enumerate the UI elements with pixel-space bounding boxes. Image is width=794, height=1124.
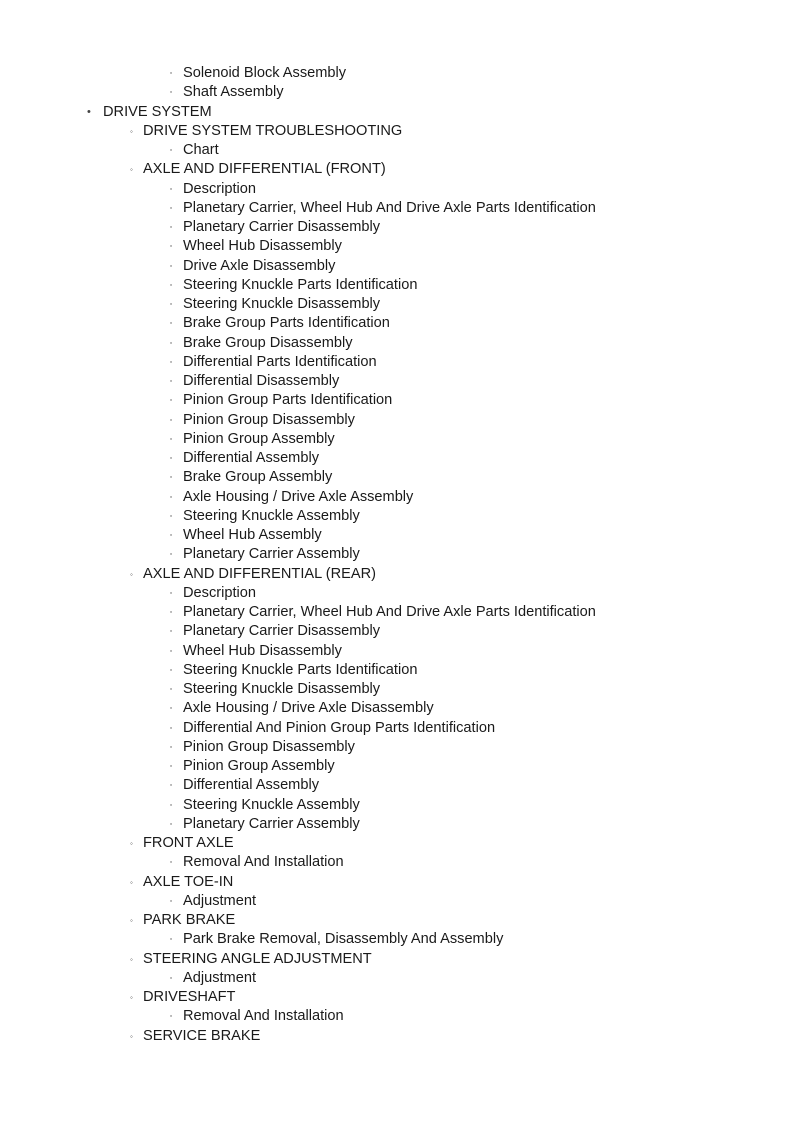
toc-chapter[interactable]: [0, 873, 794, 892]
toc-label[interactable]: Solenoid Block Assembly: [183, 65, 347, 81]
toc-entry[interactable]: [0, 391, 794, 410]
toc-entry[interactable]: [0, 257, 794, 276]
toc-label[interactable]: Wheel Hub Disassembly: [183, 642, 342, 659]
toc-label[interactable]: Wheel Hub Disassembly: [183, 238, 342, 255]
toc-entry[interactable]: [0, 488, 794, 507]
hollow-bullet-icon: ▫: [170, 743, 173, 751]
toc-entry[interactable]: [0, 218, 794, 237]
toc-entry[interactable]: [0, 776, 794, 795]
table-of-contents: [0, 64, 794, 1046]
toc-chapter[interactable]: [0, 122, 794, 141]
hollow-bullet-icon: ▫: [170, 281, 173, 289]
hollow-bullet-icon: ▫: [170, 224, 173, 231]
toc-entry[interactable]: [0, 468, 794, 487]
toc-entry[interactable]: [0, 507, 794, 526]
hollow-bullet-icon: ▫: [170, 551, 173, 559]
hollow-bullet-icon: ▫: [170, 859, 173, 867]
hollow-bullet-icon: ▫: [170, 435, 173, 443]
toc-entry[interactable]: [0, 180, 794, 199]
hollow-bullet-icon: ▫: [170, 358, 173, 366]
toc-label[interactable]: Steering Knuckle Assembly: [183, 507, 360, 524]
toc-label[interactable]: Pinion Group Assembly: [183, 758, 335, 774]
hollow-bullet-icon: ▫: [170, 89, 173, 97]
toc-entry[interactable]: [0, 642, 794, 661]
hollow-bullet-icon: ▫: [170, 339, 173, 347]
toc-label[interactable]: Planetary Carrier Disassembly: [183, 623, 381, 640]
toc-section[interactable]: [0, 103, 794, 122]
toc-label[interactable]: Removal And Installation: [183, 854, 344, 871]
hollow-bullet-icon: ▫: [170, 609, 173, 616]
toc-entry[interactable]: [0, 449, 794, 468]
toc-entry[interactable]: [0, 353, 794, 372]
toc-label[interactable]: Brake Group Parts Identification: [183, 315, 390, 332]
toc-label[interactable]: Adjustment: [183, 892, 257, 909]
toc-entry[interactable]: [0, 237, 794, 256]
toc-label[interactable]: SERVICE BRAKE: [143, 1027, 261, 1044]
hollow-bullet-icon: ▫: [170, 647, 173, 655]
toc-label[interactable]: Planetary Carrier, Wheel Hub And Drive Axle Parts Identification: [183, 199, 596, 216]
toc-entry[interactable]: [0, 430, 794, 449]
toc-label[interactable]: Planetary Carrier Assembly: [183, 815, 360, 832]
toc-label[interactable]: Chart: [183, 142, 219, 158]
toc-label[interactable]: PARK BRAKE: [143, 912, 236, 928]
toc-label[interactable]: Drive Axle Disassembly: [183, 257, 336, 274]
toc-label[interactable]: Differential Assembly: [183, 450, 319, 466]
toc-label[interactable]: AXLE AND DIFFERENTIAL (FRONT): [143, 161, 386, 178]
toc-entry[interactable]: [0, 757, 794, 776]
toc-label[interactable]: Differential Assembly: [183, 777, 319, 794]
hollow-bullet-icon: ▫: [170, 532, 173, 539]
toc-label[interactable]: Pinion Group Disassembly: [183, 738, 355, 755]
hollow-bullet-icon: ◦: [130, 1031, 133, 1041]
hollow-bullet-icon: ▫: [170, 320, 173, 328]
toc-entry[interactable]: [0, 83, 794, 102]
hollow-bullet-icon: ◦: [130, 877, 133, 887]
toc-label[interactable]: Wheel Hub Assembly: [183, 527, 322, 543]
toc-entry[interactable]: [0, 276, 794, 295]
hollow-bullet-icon: ▫: [170, 686, 173, 693]
hollow-bullet-icon: ▫: [170, 782, 173, 790]
toc-entry[interactable]: [0, 411, 794, 430]
hollow-bullet-icon: ◦: [130, 126, 133, 136]
toc-label[interactable]: Steering Knuckle Parts Identification: [183, 276, 418, 293]
toc-label[interactable]: Axle Housing / Drive Axle Disassembly: [183, 700, 434, 717]
hollow-bullet-icon: ▫: [170, 512, 173, 520]
hollow-bullet-icon: ▫: [170, 474, 173, 482]
toc-label[interactable]: Planetary Carrier Disassembly: [183, 219, 381, 235]
toc-entry[interactable]: [0, 699, 794, 718]
hollow-bullet-icon: ◦: [130, 165, 133, 175]
hollow-bullet-icon: ▫: [170, 147, 173, 154]
toc-entry[interactable]: [0, 545, 794, 564]
hollow-bullet-icon: ▫: [170, 243, 173, 251]
toc-entry[interactable]: [0, 584, 794, 603]
toc-entry[interactable]: [0, 853, 794, 872]
toc-label[interactable]: Description: [183, 180, 256, 197]
toc-entry[interactable]: [0, 930, 794, 949]
hollow-bullet-icon: ▫: [170, 589, 173, 597]
toc-label[interactable]: Adjustment: [183, 969, 257, 986]
hollow-bullet-icon: ◦: [130, 839, 133, 848]
toc-label[interactable]: Planetary Carrier, Wheel Hub And Drive Axle Parts Identification: [183, 604, 596, 620]
toc-label[interactable]: STEERING ANGLE ADJUSTMENT: [143, 950, 372, 967]
toc-entry[interactable]: [0, 719, 794, 738]
toc-entry[interactable]: [0, 680, 794, 699]
toc-label[interactable]: DRIVE SYSTEM: [103, 103, 212, 120]
toc-entry[interactable]: [0, 738, 794, 757]
hollow-bullet-icon: ▫: [170, 801, 173, 809]
hollow-bullet-icon: ▫: [170, 724, 173, 732]
hollow-bullet-icon: ▫: [170, 493, 173, 501]
hollow-bullet-icon: ▫: [170, 705, 173, 713]
toc-label[interactable]: Planetary Carrier Assembly: [183, 546, 360, 563]
filled-bullet-icon: •: [87, 105, 91, 118]
toc-entry[interactable]: [0, 661, 794, 680]
hollow-bullet-icon: ▫: [170, 763, 173, 770]
toc-chapter[interactable]: [0, 1027, 794, 1046]
toc-entry[interactable]: [0, 796, 794, 815]
toc-chapter[interactable]: [0, 988, 794, 1007]
hollow-bullet-icon: ▫: [170, 820, 173, 828]
toc-label[interactable]: Pinion Group Parts Identification: [183, 392, 393, 409]
toc-label[interactable]: Shaft Assembly: [183, 84, 284, 101]
toc-label[interactable]: Description: [183, 584, 256, 601]
toc-entry[interactable]: [0, 1007, 794, 1026]
toc-label[interactable]: Removal And Installation: [183, 1008, 344, 1025]
toc-entry[interactable]: [0, 969, 794, 988]
toc-entry[interactable]: [0, 892, 794, 911]
toc-label[interactable]: Brake Group Assembly: [183, 469, 333, 486]
toc-label[interactable]: Axle Housing / Drive Axle Assembly: [183, 488, 414, 505]
toc-entry[interactable]: [0, 199, 794, 218]
toc-label[interactable]: Pinion Group Assembly: [183, 430, 335, 447]
hollow-bullet-icon: ◦: [130, 916, 133, 925]
hollow-bullet-icon: ▫: [170, 378, 173, 385]
toc-label[interactable]: Differential Parts Identification: [183, 353, 377, 370]
hollow-bullet-icon: ▫: [170, 185, 173, 193]
hollow-bullet-icon: ▫: [170, 1013, 173, 1021]
toc-label[interactable]: FRONT AXLE: [143, 835, 234, 851]
hollow-bullet-icon: ▫: [170, 262, 173, 270]
toc-label[interactable]: DRIVE SYSTEM TROUBLESHOOTING: [143, 122, 403, 139]
toc-chapter[interactable]: [0, 834, 794, 853]
toc-label[interactable]: Steering Knuckle Assembly: [183, 796, 360, 813]
toc-entry[interactable]: [0, 526, 794, 545]
hollow-bullet-icon: ◦: [130, 993, 133, 1002]
toc-label[interactable]: Pinion Group Disassembly: [183, 411, 355, 428]
toc-entry[interactable]: [0, 815, 794, 834]
hollow-bullet-icon: ▫: [170, 397, 173, 405]
toc-label[interactable]: Park Brake Removal, Disassembly And Assembly: [183, 931, 504, 948]
toc-entry[interactable]: [0, 622, 794, 641]
toc-label[interactable]: AXLE AND DIFFERENTIAL (REAR): [143, 565, 377, 582]
toc-label[interactable]: Differential And Pinion Group Parts Identification: [183, 719, 496, 736]
toc-entry[interactable]: [0, 314, 794, 333]
toc-label[interactable]: AXLE TOE-IN: [143, 873, 234, 890]
hollow-bullet-icon: ▫: [170, 204, 173, 212]
toc-entry[interactable]: [0, 334, 794, 353]
toc-chapter[interactable]: [0, 160, 794, 179]
toc-label[interactable]: Steering Knuckle Parts Identification: [183, 661, 418, 678]
hollow-bullet-icon: ▫: [170, 936, 173, 944]
toc-label[interactable]: DRIVESHAFT: [143, 989, 236, 1005]
toc-label[interactable]: Steering Knuckle Disassembly: [183, 681, 381, 697]
toc-chapter[interactable]: [0, 911, 794, 930]
toc-entry[interactable]: [0, 64, 794, 83]
toc-label[interactable]: Differential Disassembly: [183, 373, 340, 389]
hollow-bullet-icon: ▫: [170, 897, 173, 905]
hollow-bullet-icon: ▫: [170, 301, 173, 308]
toc-entry[interactable]: [0, 603, 794, 622]
hollow-bullet-icon: ▫: [170, 666, 173, 674]
toc-label[interactable]: Brake Group Disassembly: [183, 334, 353, 351]
toc-entry[interactable]: [0, 141, 794, 160]
hollow-bullet-icon: ▫: [170, 455, 173, 462]
toc-entry[interactable]: [0, 372, 794, 391]
hollow-bullet-icon: ▫: [170, 416, 173, 424]
hollow-bullet-icon: ▫: [170, 628, 173, 636]
toc-label[interactable]: Steering Knuckle Disassembly: [183, 296, 381, 312]
hollow-bullet-icon: ◦: [130, 954, 133, 964]
toc-chapter[interactable]: [0, 950, 794, 969]
hollow-bullet-icon: ◦: [130, 569, 133, 579]
hollow-bullet-icon: ▫: [170, 974, 173, 982]
hollow-bullet-icon: ▫: [170, 70, 173, 77]
toc-chapter[interactable]: [0, 565, 794, 584]
toc-entry[interactable]: [0, 295, 794, 314]
